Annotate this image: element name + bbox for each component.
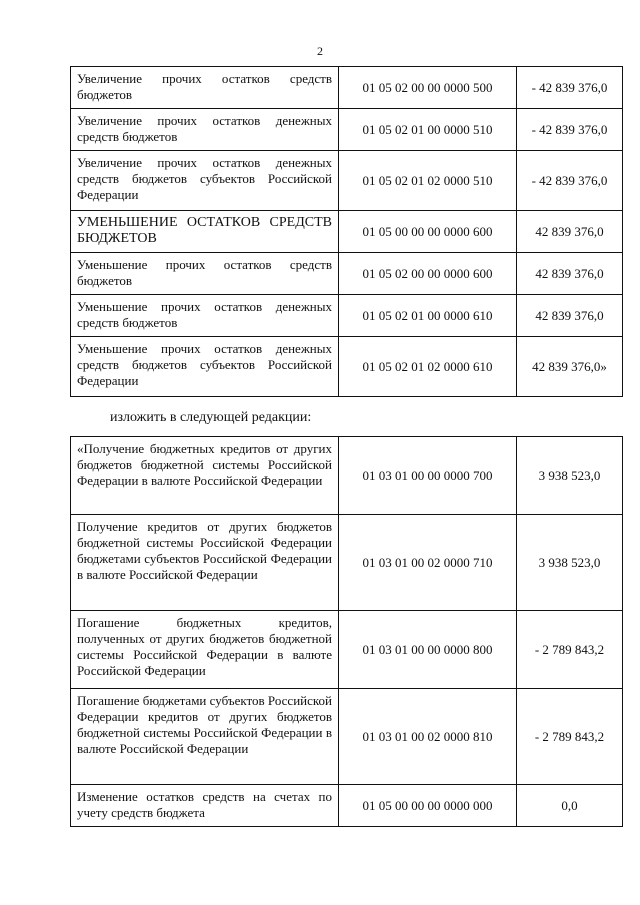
row-description: Увеличение прочих остатков денежных средств бюджетов bbox=[71, 109, 339, 151]
budget-classification-code: 01 05 02 01 00 0000 610 bbox=[339, 295, 517, 337]
budget-classification-code: 01 03 01 00 02 0000 710 bbox=[339, 515, 517, 611]
row-description: Увеличение прочих остатков средств бюджетов bbox=[71, 67, 339, 109]
table-row bbox=[71, 785, 623, 827]
budget-classification-code: 01 05 00 00 00 0000 000 bbox=[339, 785, 517, 827]
budget-classification-code: 01 03 01 00 02 0000 810 bbox=[339, 689, 517, 785]
table-row bbox=[71, 211, 623, 253]
table-row bbox=[71, 109, 623, 151]
table-row bbox=[71, 515, 623, 611]
row-description: Уменьшение прочих остатков денежных средств бюджетов bbox=[71, 295, 339, 337]
table-row bbox=[71, 611, 623, 689]
row-description: Уменьшение прочих остатков денежных средств бюджетов субъектов Российской Федерации bbox=[71, 337, 339, 397]
row-description: Уменьшение прочих остатков средств бюджетов bbox=[71, 253, 339, 295]
budget-table-new bbox=[70, 436, 623, 827]
table-row bbox=[71, 437, 623, 515]
intro-text: изложить в следующей редакции: bbox=[110, 410, 312, 425]
amount-value: - 2 789 843,2 bbox=[517, 611, 623, 689]
amount-value: - 42 839 376,0 bbox=[517, 67, 623, 109]
amount-value: 42 839 376,0» bbox=[517, 337, 623, 397]
budget-classification-code: 01 05 02 01 00 0000 510 bbox=[339, 109, 517, 151]
amount-value: 3 938 523,0 bbox=[517, 437, 623, 515]
row-description: Изменение остатков средств на счетах по учету средств бюджета bbox=[71, 785, 339, 827]
table-row bbox=[71, 253, 623, 295]
budget-classification-code: 01 05 02 01 02 0000 510 bbox=[339, 151, 517, 211]
row-description: Увеличение прочих остатков денежных средств бюджетов субъектов Российской Федерации bbox=[71, 151, 339, 211]
table-row bbox=[71, 295, 623, 337]
budget-classification-code: 01 05 02 01 02 0000 610 bbox=[339, 337, 517, 397]
budget-classification-code: 01 05 02 00 00 0000 600 bbox=[339, 253, 517, 295]
row-description: «Получение бюджетных кредитов от других бюджетов бюджетной системы Российской Федерации в валюте Российской Федерации bbox=[71, 437, 339, 515]
row-description: Погашение бюджетных кредитов, полученных от других бюджетов бюджетной системы Российской Федерации в валюте Российской Федерации bbox=[71, 611, 339, 689]
amount-value: 42 839 376,0 bbox=[517, 211, 623, 253]
amount-value: - 42 839 376,0 bbox=[517, 151, 623, 211]
budget-table-previous bbox=[70, 66, 623, 397]
table-row bbox=[71, 151, 623, 211]
amount-value: - 2 789 843,2 bbox=[517, 689, 623, 785]
row-description: Получение кредитов от других бюджетов бюджетной системы Российской Федерации бюджетами субъектов Российской Федерации в валюте Российской Федерации bbox=[71, 515, 339, 611]
table-row bbox=[71, 337, 623, 397]
amount-value: 42 839 376,0 bbox=[517, 253, 623, 295]
budget-classification-code: 01 05 00 00 00 0000 600 bbox=[339, 211, 517, 253]
table-row bbox=[71, 689, 623, 785]
budget-classification-code: 01 03 01 00 00 0000 800 bbox=[339, 611, 517, 689]
budget-classification-code: 01 03 01 00 00 0000 700 bbox=[339, 437, 517, 515]
amount-value: 0,0 bbox=[517, 785, 623, 827]
table-row bbox=[71, 67, 623, 109]
budget-classification-code: 01 05 02 00 00 0000 500 bbox=[339, 67, 517, 109]
amount-value: 42 839 376,0 bbox=[517, 295, 623, 337]
amount-value: 3 938 523,0 bbox=[517, 515, 623, 611]
amount-value: - 42 839 376,0 bbox=[517, 109, 623, 151]
page-number: 2 bbox=[317, 44, 323, 58]
row-description: Погашение бюджетами субъектов Российской Федерации кредитов от других бюджетов бюджетной системы Российской Федерации в валюте Российской Федерации bbox=[71, 689, 339, 785]
row-description: УМЕНЬШЕНИЕ ОСТАТКОВ СРЕДСТВ БЮДЖЕТОВ bbox=[71, 211, 339, 253]
